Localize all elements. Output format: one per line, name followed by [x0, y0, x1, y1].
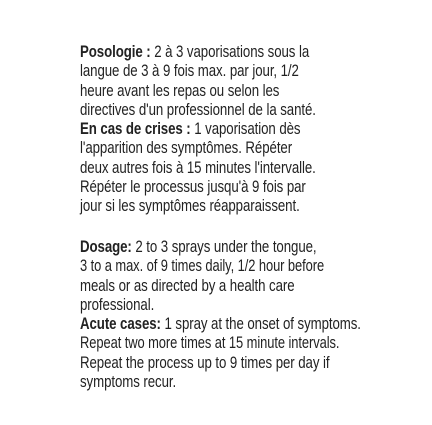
- en-acute-line-1: [80, 314, 361, 334]
- fr-crisis-line-5: jour si les symptômes réapparaissent.: [80, 196, 300, 216]
- english-directions: [80, 237, 390, 391]
- fr-crisis-line-2: l'apparition des symptômes. Répéter: [80, 138, 293, 158]
- fr-crisis-line-4: Répéter le processus jusqu'à 9 fois par: [80, 177, 306, 197]
- en-acute-label: Acute cases:: [80, 314, 161, 334]
- fr-posology-line-1: [80, 42, 322, 61]
- fr-posology-line-2: langue de 3 à 9 fois max. par jour, 1/2: [80, 61, 299, 81]
- fr-posology-text-1: 2 à 3 vaporisations sous la: [150, 42, 310, 61]
- fr-crisis-line-3: deux autres fois à 15 minutes l'intervalle.: [80, 157, 316, 177]
- en-dosage-line-3: meals or as directed by a health care: [80, 275, 295, 295]
- en-dosage-text-1: 2 to 3 sprays under the tongue,: [131, 237, 317, 256]
- fr-crisis-text-1: 1 vaporisation dès: [190, 119, 301, 139]
- fr-posology-label: Posologie :: [80, 42, 151, 61]
- en-dosage-line-4: professional.: [80, 294, 155, 314]
- en-dosage-line-2: 3 to a max. of 9 times daily, 1/2 hour before: [80, 256, 325, 276]
- fr-posology-line-4: directives d'un professionnel de la santé.: [80, 99, 316, 119]
- en-acute-line-4: symptoms recur.: [80, 372, 177, 392]
- fr-crisis-label: En cas de crises :: [80, 119, 191, 139]
- fr-posology-line-3: heure avant les repas ou selon les: [80, 80, 280, 100]
- en-dosage-label: Dosage:: [80, 237, 132, 256]
- en-acute-line-2: Repeat two more times at 15 minute intervals.: [80, 333, 340, 353]
- fr-crisis-line-1: [80, 119, 322, 138]
- french-directions: [80, 42, 390, 216]
- en-acute-line-3: Repeat the process up to 9 times per day if: [80, 352, 330, 372]
- en-acute-text-1: 1 spray at the onset of symptoms.: [160, 314, 361, 334]
- en-dosage-line-1: [80, 237, 322, 256]
